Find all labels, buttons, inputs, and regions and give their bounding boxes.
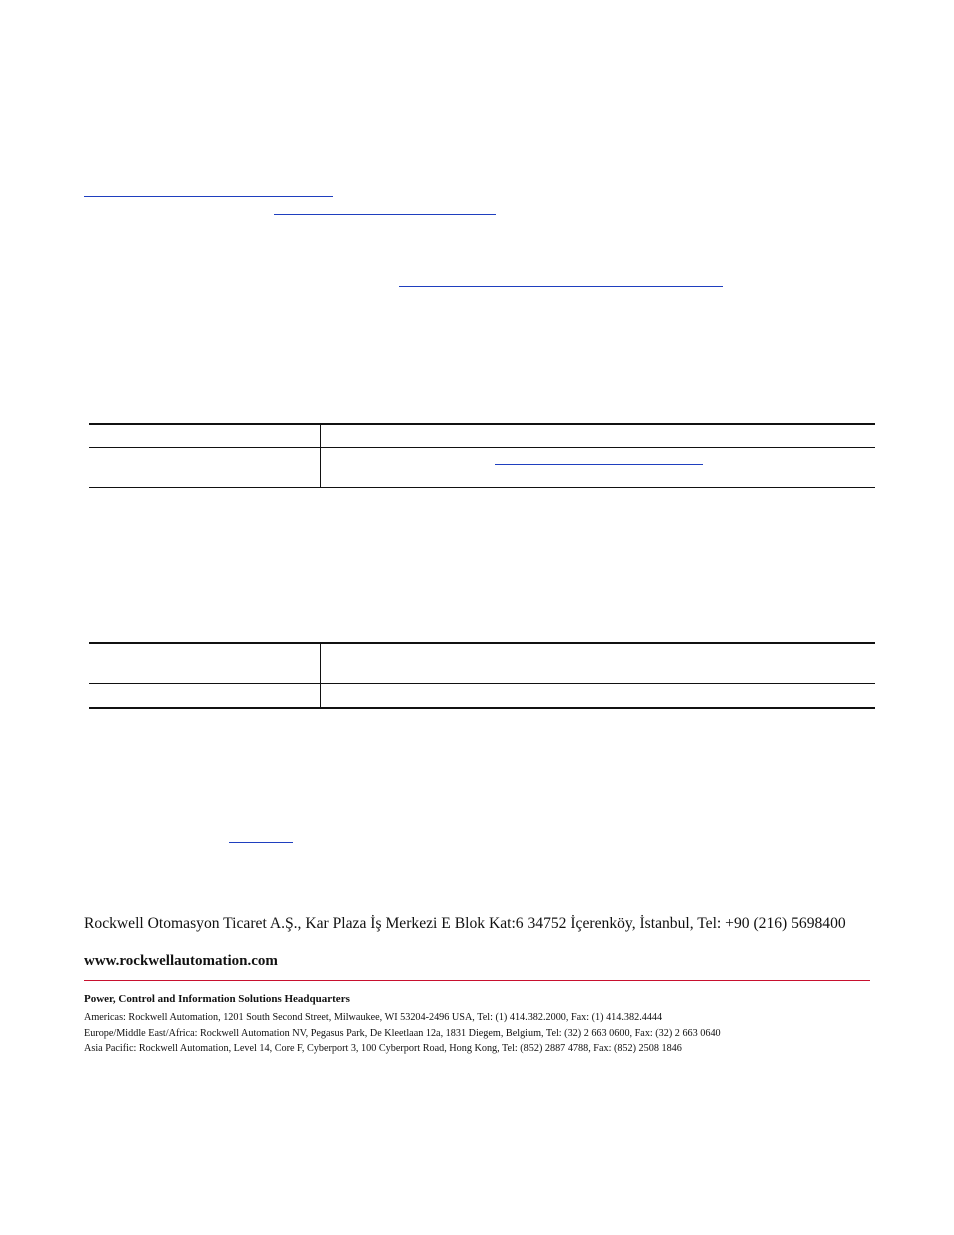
headquarters-americas: Americas: Rockwell Automation, 1201 South Second Street, Milwaukee, WI 53204-2496 USA, Tel: (1) 414.382.2000, Fax: (1) 414.382.4444 [84,1012,663,1023]
hyperlink-underline-3[interactable] [399,286,723,287]
table-1-header-rule [89,447,875,448]
table-2-bottom-rule [89,707,875,709]
turkey-office-address: Rockwell Otomasyon Ticaret A.Ş., Kar Plaza İş Merkezi E Blok Kat:6 34752 İçerenköy, İstanbul, Tel: +90 (216) 5698400 [84,915,846,932]
table-1-column-divider [320,424,321,488]
headquarters-title: Power, Control and Information Solutions Headquarters [84,993,350,1005]
headquarters-emea: Europe/Middle East/Africa: Rockwell Automation NV, Pegasus Park, De Kleetlaan 12a, 1831 Diegem, Belgium, Tel: (32) 2 663 0600, Fax: (32) 2 663 0640 [84,1028,721,1039]
hyperlink-underline-1[interactable] [84,196,333,197]
table-1-hyperlink-underline[interactable] [495,464,703,465]
footer-accent-rule [84,980,870,981]
table-2-column-divider [320,643,321,708]
hyperlink-underline-4[interactable] [229,842,293,843]
headquarters-asia-pacific: Asia Pacific: Rockwell Automation, Level 14, Core F, Cyberport 3, 100 Cyberport Road, Hong Kong, Tel: (852) 2887 4788, Fax: (852) 2508 1846 [84,1043,682,1054]
table-2-header-rule [89,683,875,684]
website-link[interactable]: www.rockwellautomation.com [84,953,278,969]
table-2-top-rule [89,642,875,644]
table-1-bottom-rule [89,487,875,488]
table-1-top-rule [89,423,875,425]
hyperlink-underline-2[interactable] [274,214,496,215]
